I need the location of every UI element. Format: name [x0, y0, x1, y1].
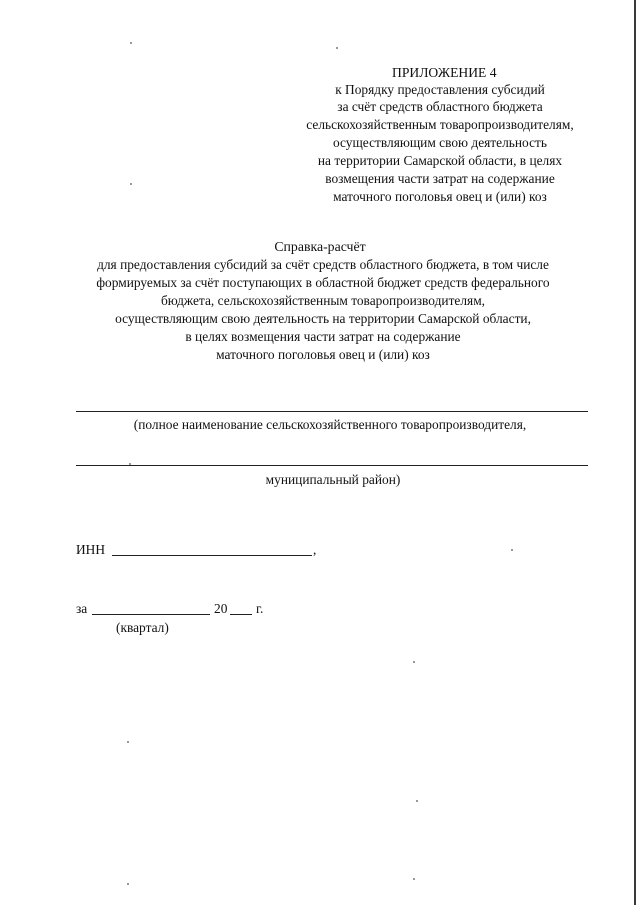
year-suffix: г.: [256, 601, 264, 616]
heading-line: в целях возмещения части затрат на содержание: [185, 329, 461, 344]
year-prefix: 20: [214, 601, 228, 616]
appendix-line: за счёт средств областного бюджета: [337, 99, 543, 114]
appendix-line: к Порядку предоставления субсидий: [335, 82, 545, 97]
scan-speck: [416, 800, 418, 802]
appendix-line: на территории Самарской области, в целях: [317, 153, 563, 168]
scan-speck: [413, 661, 415, 663]
scan-speck: [130, 183, 132, 185]
scan-edge: [634, 0, 636, 905]
heading-line: для предоставления субсидий за счёт средств областного бюджета, в том числе: [97, 257, 549, 272]
appendix-line: возмещения части затрат на содержание: [325, 171, 555, 186]
heading-line: маточного поголовья овец и (или) коз: [216, 347, 430, 362]
document-title: Справка-расчёт: [274, 239, 366, 254]
appendix-title: ПРИЛОЖЕНИЕ 4: [392, 65, 497, 80]
period-prefix: за: [76, 601, 88, 616]
appendix-line: осуществляющим свою деятельность: [333, 135, 547, 150]
district-caption: муниципальный район): [265, 472, 401, 487]
inn-suffix: ,: [313, 542, 317, 557]
scan-speck: [511, 549, 513, 551]
producer-name-field-line-2[interactable]: [76, 465, 588, 466]
producer-name-caption: (полное наименование сельскохозяйственного товаропроизводителя,: [133, 417, 527, 432]
inn-input-line[interactable]: [112, 555, 312, 556]
scan-speck: [129, 463, 131, 465]
scan-speck: [127, 741, 129, 743]
scan-speck: [127, 883, 129, 885]
heading-line: осуществляющим свою деятельность на территории Самарской области,: [115, 311, 531, 326]
year-input-line[interactable]: [230, 614, 252, 615]
quarter-input-line[interactable]: [92, 614, 210, 615]
scan-speck: [413, 878, 415, 880]
scan-speck: [130, 42, 132, 44]
appendix-line: сельскохозяйственным товаропроизводителям,: [306, 117, 574, 132]
scan-speck: [336, 47, 338, 49]
inn-label: ИНН: [76, 542, 106, 557]
quarter-caption: (квартал): [116, 620, 169, 635]
heading-line: бюджета, сельскохозяйственным товаропроизводителям,: [160, 293, 486, 308]
heading-line: формируемых за счёт поступающих в областной бюджет средств федерального: [96, 275, 550, 290]
appendix-line: маточного поголовья овец и (или) коз: [333, 189, 547, 204]
producer-name-field-line-1[interactable]: [76, 411, 588, 412]
